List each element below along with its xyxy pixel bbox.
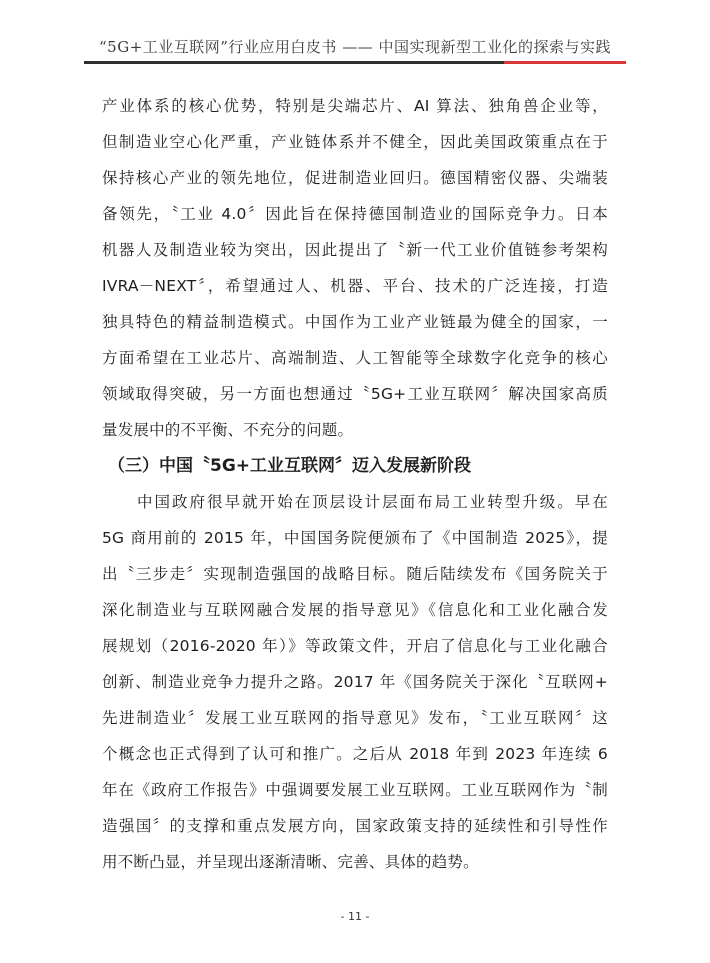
document-body [102,88,608,880]
paragraph-line: 造强国〞的支撑和重点发展方向，国家政策支持的延续性和引导性作 [102,817,608,835]
paragraph-2 [102,484,608,880]
paragraph-line: 领域取得突破，另一方面也想通过〝5G+工业互联网〞解决国家高质 [102,385,608,403]
header-rule-red [504,61,626,64]
paragraph-line: 创新、制造业竞争力提升之路。2017 年《国务院关于深化〝互联网+ [102,673,608,691]
page-number: - 11 - [340,910,370,923]
paragraph-line: 先进制造业〞发展工业互联网的指导意见》发布，〝工业互联网〞这 [102,709,608,727]
paragraph-line: 但制造业空心化严重，产业链体系并不健全，因此美国政策重点在于 [102,133,608,151]
paragraph-line: 保持核心产业的领先地位，促进制造业回归。德国精密仪器、尖端装 [102,169,608,187]
paragraph-line: 备领先，〝工业 4.0〞因此旨在保持德国制造业的国际竞争力。日本 [102,205,608,223]
paragraph-line: 5G 商用前的 2015 年，中国国务院便颁布了《中国制造 2025》，提 [102,529,608,547]
paragraph-line: 产业体系的核心优势，特别是尖端芯片、AI 算法、独角兽企业等， [102,97,608,115]
paragraph-line: 独具特色的精益制造模式。中国作为工业产业链最为健全的国家，一 [102,313,608,331]
paragraph-line: 出〝三步走〞实现制造强国的战略目标。随后陆续发布《国务院关于 [102,565,608,583]
header-rule-dark [84,61,504,64]
paragraph-line: 量发展中的不平衡、不充分的问题。 [102,421,354,439]
paragraph-line: 年在《政府工作报告》中强调要发展工业互联网。工业互联网作为〝制 [102,781,608,799]
paragraph-line: 中国政府很早就开始在顶层设计层面布局工业转型升级。早在 [102,493,608,511]
page-header [0,0,710,70]
paragraph-line: IVRA－NEXT〞，希望通过人、机器、平台、技术的广泛连接，打造 [102,277,608,295]
paragraph-line: 个概念也正式得到了认可和推广。之后从 2018 年到 2023 年连续 6 [102,745,608,763]
paragraph-1 [102,88,608,448]
paragraph-line: 用不断凸显，并呈现出逐渐清晰、完善、具体的趋势。 [102,853,479,871]
header-title: “5G+工业互联网”行业应用白皮书 —— 中国实现新型工业化的探索与实践 [99,38,611,56]
paragraph-line: 方面希望在工业芯片、高端制造、人工智能等全球数字化竞争的核心 [102,349,608,367]
section-heading: （三）中国〝5G+工业互联网〞迈入发展新阶段 [108,456,472,476]
paragraph-line: 展规划（2016-2020 年）》等政策文件，开启了信息化与工业化融合 [102,637,608,655]
paragraph-line: 机器人及制造业较为突出，因此提出了〝新一代工业价值链参考架构 [102,241,608,259]
paragraph-line: 深化制造业与互联网融合发展的指导意见》《信息化和工业化融合发 [102,601,608,619]
